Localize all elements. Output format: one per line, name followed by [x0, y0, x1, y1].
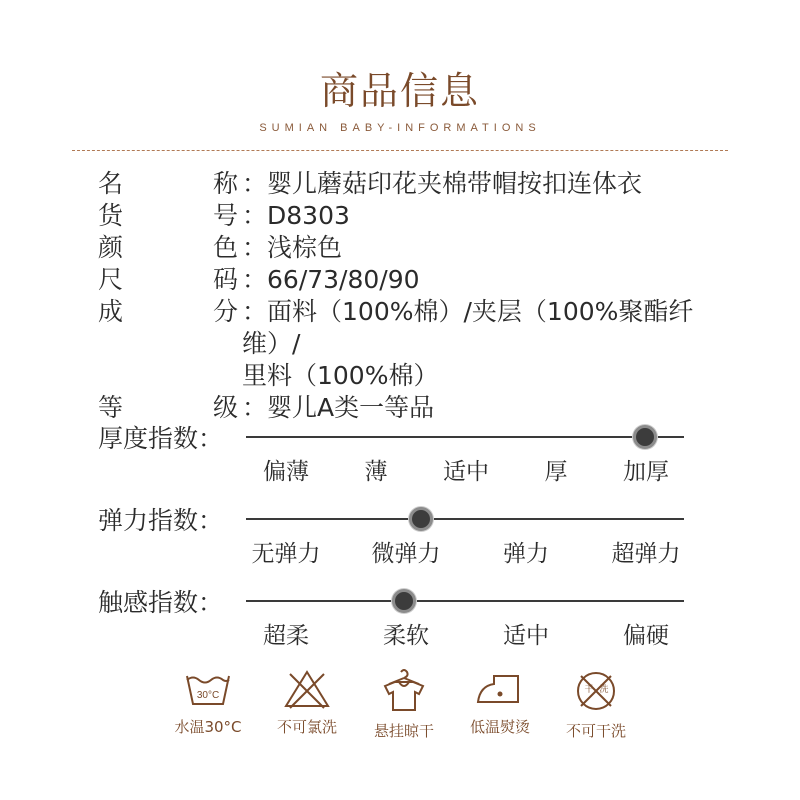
info-value-line2: 里料（100%棉）: [242, 361, 439, 390]
info-value: 66/73/80/90: [267, 265, 420, 294]
info-value: D8303: [267, 201, 350, 230]
scale-track: [246, 600, 684, 602]
info-colon: ：: [242, 265, 268, 294]
scale-option: 加厚: [623, 459, 669, 485]
info-key-char: 货: [98, 201, 124, 230]
scale-option: 超柔: [263, 623, 309, 649]
care-label: 低温熨烫: [469, 718, 530, 736]
scale-option: 适中: [443, 459, 489, 485]
info-row-sku: [98, 200, 738, 232]
info-colon: ：: [242, 201, 268, 230]
scale-knob[interactable]: [633, 425, 657, 449]
low-iron-icon: [472, 668, 528, 710]
scale-knob[interactable]: [392, 589, 416, 613]
no-bleach-icon: [282, 668, 332, 710]
info-key-char: 颜: [98, 233, 124, 262]
care-label: 不可干洗: [565, 722, 626, 740]
info-key-char: 级: [212, 393, 238, 422]
info-value: 面料（100%棉）/夹层（100%聚酯纤维）/: [242, 297, 694, 358]
info-colon: ：: [242, 233, 268, 262]
info-row-material: [98, 296, 738, 392]
care-item-hang-dry: [349, 668, 459, 741]
dry-clean-char: 干: [584, 685, 594, 695]
product-info-list: [98, 168, 738, 424]
info-row-color: [98, 232, 738, 264]
info-key-char: 尺: [98, 265, 124, 294]
care-label: 水温30°C: [174, 718, 242, 736]
info-key-char: 等: [98, 393, 124, 422]
info-key-char: 码: [212, 265, 238, 294]
care-item-low-iron: [445, 668, 555, 737]
scale-option: 适中: [503, 623, 549, 649]
scale-option: 厚: [544, 459, 568, 485]
scale-option: 柔软: [383, 623, 429, 649]
care-item-no-bleach: [252, 668, 362, 737]
scale-option: 偏硬: [623, 623, 669, 649]
hang-dry-icon: [379, 668, 429, 714]
no-dry-clean-icon: [571, 668, 621, 714]
scale-option: 薄: [364, 459, 388, 485]
scale-option: 超弹力: [611, 541, 681, 567]
info-row-name: [98, 168, 738, 200]
info-key-char: 号: [212, 201, 238, 230]
info-key-char: 成: [98, 297, 124, 326]
scale-label: 弹力指数：: [98, 506, 224, 535]
info-value: 浅棕色: [267, 233, 343, 262]
scale-label: 触感指数：: [98, 588, 224, 617]
scale-option: 偏薄: [263, 459, 309, 485]
scale-track: [246, 436, 684, 438]
page-subtitle: SUMIAN BABY-INFORMATIONS: [259, 122, 541, 134]
wash-30-icon: [183, 668, 233, 710]
scale-track: [246, 518, 684, 520]
scale-knob[interactable]: [409, 507, 433, 531]
info-key-char: 色: [212, 233, 238, 262]
care-label: 悬挂晾干: [373, 722, 434, 740]
info-value: 婴儿蘑菇印花夹棉带帽按扣连体衣: [267, 169, 643, 198]
care-label: 不可氯洗: [276, 718, 337, 736]
wash-temp-text: 30°C: [196, 690, 220, 701]
scale-label: 厚度指数：: [98, 424, 224, 453]
info-colon: ：: [242, 393, 268, 422]
scale-option: 微弹力: [371, 541, 441, 567]
scale-option: 无弹力: [251, 541, 321, 567]
info-key-char: 称: [212, 169, 238, 198]
info-key-char: 名: [98, 169, 124, 198]
info-row-size: [98, 264, 738, 296]
scale-option: 弹力: [503, 541, 549, 567]
info-value: 婴儿A类一等品: [267, 393, 435, 422]
info-colon: ：: [242, 169, 268, 198]
info-colon: ：: [242, 297, 268, 326]
info-key-char: 分: [212, 297, 238, 326]
care-item-wash: [153, 668, 263, 737]
care-item-no-dry-clean: [541, 668, 651, 741]
dry-clean-char: 洗: [599, 685, 609, 695]
page-title: 商品信息: [319, 69, 480, 113]
dashed-divider: [72, 150, 728, 151]
